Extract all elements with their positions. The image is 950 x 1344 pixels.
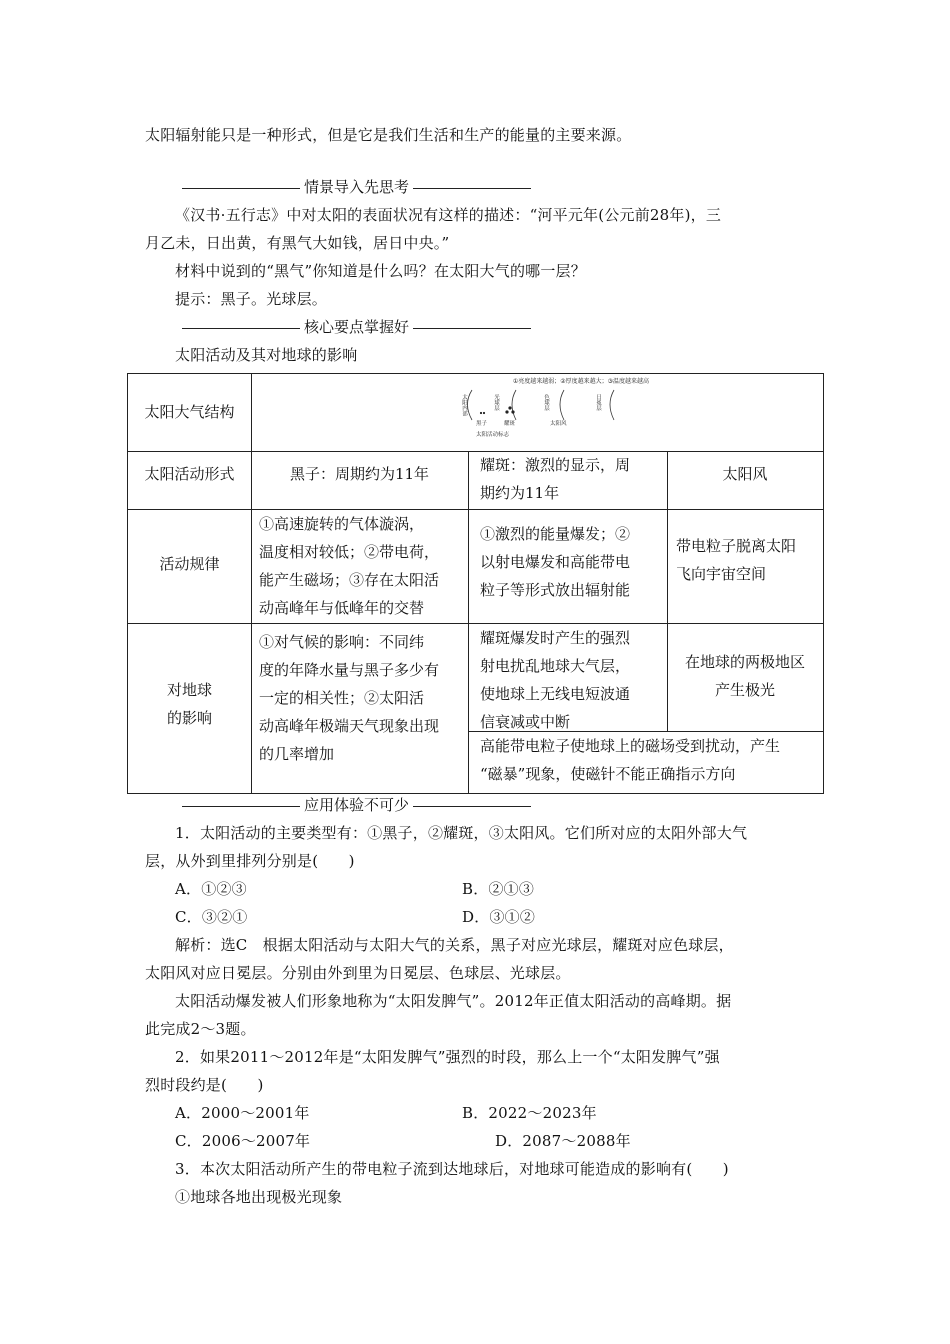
divider-left (182, 328, 300, 329)
cell-line: ①对气候的影响：不同纬 (259, 633, 425, 651)
divider-left (182, 188, 300, 189)
table-caption: 太阳活动及其对地球的影响 (175, 346, 358, 364)
cell-line: 一定的相关性；②太阳活 (259, 689, 425, 707)
diagram-bottom-caption: 太阳活动标志 (476, 432, 510, 438)
cell-line: 射电扰乱地球大气层， (480, 657, 631, 675)
option-b: B．②①③ (462, 880, 535, 898)
option-d: D．③①② (462, 908, 536, 926)
flare-dot (505, 410, 508, 413)
question-1-cont: 层，从外到里排列分别是( ) (145, 852, 355, 870)
cell-sunspot-form: 黑子：周期约为11年 (289, 465, 430, 483)
cell-line: 飞向宇宙空间 (676, 565, 767, 583)
cell-line: 信衰减或中断 (480, 713, 571, 731)
cell-line: 能产生磁场；③存在太阳活 (259, 571, 440, 589)
question-3-item-1: ①地球各地出现极光现象 (175, 1188, 343, 1206)
cell-line: 耀斑爆发时产生的强烈 (480, 629, 631, 647)
marker-sunspot: 黑子 (476, 421, 488, 427)
cell-magnetic-storm (480, 732, 780, 788)
section-heading-core (178, 317, 535, 337)
marker-solar-wind: 太阳风 (550, 421, 567, 427)
section-heading-practice (178, 795, 535, 815)
cell-line: 粒子等形式放出辐射能 (480, 581, 631, 599)
cell-line: 以射电爆发和高能带电 (480, 553, 631, 571)
layer-arc (610, 390, 614, 420)
analysis: 解析：选C 根据太阳活动与太阳大气的关系，黑子对应光球层，耀斑对应色球层， (175, 936, 734, 954)
scenario-hint: 提示：黑子。光球层。 (175, 290, 328, 308)
material-text: 太阳活动爆发被人们形象地称为“太阳发脾气”。2012年正值太阳活动的高峰期。据 (175, 992, 732, 1010)
table-rule (251, 374, 252, 793)
scenario-line: 月乙未，日出黄，有黑气大如钱，居日中央。” (145, 234, 450, 252)
scenario-line: 《汉书·五行志》中对太阳的表面状况有这样的描述：“河平元年(公元前28年)，三 (175, 206, 722, 224)
cell-sunspot-pattern (259, 510, 439, 622)
section-title: 核心要点掌握好 (304, 318, 410, 336)
divider-right (413, 328, 531, 329)
cell-line: 度的年降水量与黑子多少有 (259, 661, 440, 679)
table-rule (468, 451, 469, 793)
divider-right (413, 806, 531, 807)
table-rule (128, 509, 823, 510)
sunspot-dot (483, 412, 485, 414)
question-2: 2．如果2011～2012年是“太阳发脾气”强烈的时段，那么上一个“太阳发脾气”强 (175, 1048, 720, 1066)
option-a: A．2000～2001年 (175, 1104, 310, 1122)
option-d: D．2087～2088年 (495, 1132, 631, 1150)
analysis-cont: 太阳风对应日冕层。分别由外到里为日冕层、色球层、光球层。 (145, 964, 571, 982)
sunspot-dot (480, 412, 482, 414)
layer-label-chromosphere: 色球层 (543, 394, 549, 411)
divider-right (413, 188, 531, 189)
cell-flare-form (480, 451, 630, 507)
cell-line: ①激烈的能量爆发；② (480, 525, 631, 543)
cell-line: 耀斑：激烈的显示，周 (480, 456, 631, 474)
cell-flare-impact (480, 624, 630, 736)
question-1: 1．太阳活动的主要类型有：①黑子，②耀斑，③太阳风。它们所对应的太阳外部大气 (175, 824, 748, 842)
option-c: C．③②① (175, 908, 248, 926)
cell-line: 在地球的两极地区 (684, 653, 805, 671)
cell-line: 动高峰年极端天气现象出现 (259, 717, 440, 735)
marker-flare: 耀斑 (504, 421, 516, 427)
question-3: 3．本次太阳活动所产生的带电粒子流到达地球后，对地球可能造成的影响有( ) (175, 1160, 729, 1178)
solar-atmosphere-diagram (458, 376, 704, 440)
cell-line: 动高峰年与低峰年的交替 (259, 599, 425, 617)
section-title: 应用体验不可少 (304, 796, 410, 814)
section-title: 情景导入先思考 (304, 178, 410, 196)
option-b: B．2022～2023年 (462, 1104, 597, 1122)
material-text-cont: 此完成2～3题。 (145, 1020, 256, 1038)
scenario-question: 材料中说到的“黑气”你知道是什么吗？在太阳大气的哪一层？ (175, 262, 586, 280)
section-heading-scenario (178, 177, 535, 197)
table-rule (128, 451, 823, 452)
layer-arc (560, 390, 564, 420)
cell-line: 期约为11年 (480, 484, 560, 502)
cell-sunspot-impact (259, 628, 439, 768)
cell-line: 使地球上无线电短波通 (480, 685, 631, 703)
cell-line: 温度相对较低；②带电荷， (259, 543, 440, 561)
cell-line: 的几率增加 (259, 745, 335, 763)
cell-flare-pattern (480, 520, 630, 604)
layer-label-photosphere: 光球层 (493, 394, 499, 411)
cell-line: 产生极光 (714, 681, 775, 699)
intro-text: 太阳辐射能只是一种形式，但是它是我们生活和生产的能量的主要来源。 (145, 126, 632, 144)
row-label-structure: 太阳大气结构 (144, 403, 235, 421)
cell-line: ①高速旋转的气体漩涡， (259, 515, 425, 533)
cell-line: 带电粒子脱离太阳 (676, 537, 797, 555)
row-label-pattern: 活动规律 (159, 555, 220, 573)
cell-line: 对地球 (166, 681, 212, 699)
flare-dot (508, 406, 511, 409)
cell-wind-pattern (676, 532, 796, 588)
question-2-cont: 烈时段约是( ) (145, 1076, 264, 1094)
layer-arc (468, 390, 473, 420)
flare-dot (511, 410, 514, 413)
layer-arc (512, 390, 516, 420)
option-c: C．2006～2007年 (175, 1132, 311, 1150)
divider-left (182, 806, 300, 807)
row-label-impact (128, 676, 251, 732)
cell-wind-form: 太阳风 (722, 465, 768, 483)
cell-line: “磁暴”现象，使磁针不能正确指示方向 (480, 765, 736, 783)
option-a: A．①②③ (175, 880, 247, 898)
diagram-top-caption: ①亮度越来越弱；②厚度越来越大；③温度越来越高 (512, 378, 650, 385)
table-rule (128, 623, 823, 624)
layer-label-interior: 太阳内部 (461, 394, 467, 416)
row-label-forms: 太阳活动形式 (144, 465, 235, 483)
cell-wind-impact (667, 648, 823, 704)
cell-line: 的影响 (166, 709, 212, 727)
layer-label-corona: 日冕层 (595, 394, 601, 411)
cell-line: 高能带电粒子使地球上的磁场受到扰动，产生 (480, 737, 781, 755)
